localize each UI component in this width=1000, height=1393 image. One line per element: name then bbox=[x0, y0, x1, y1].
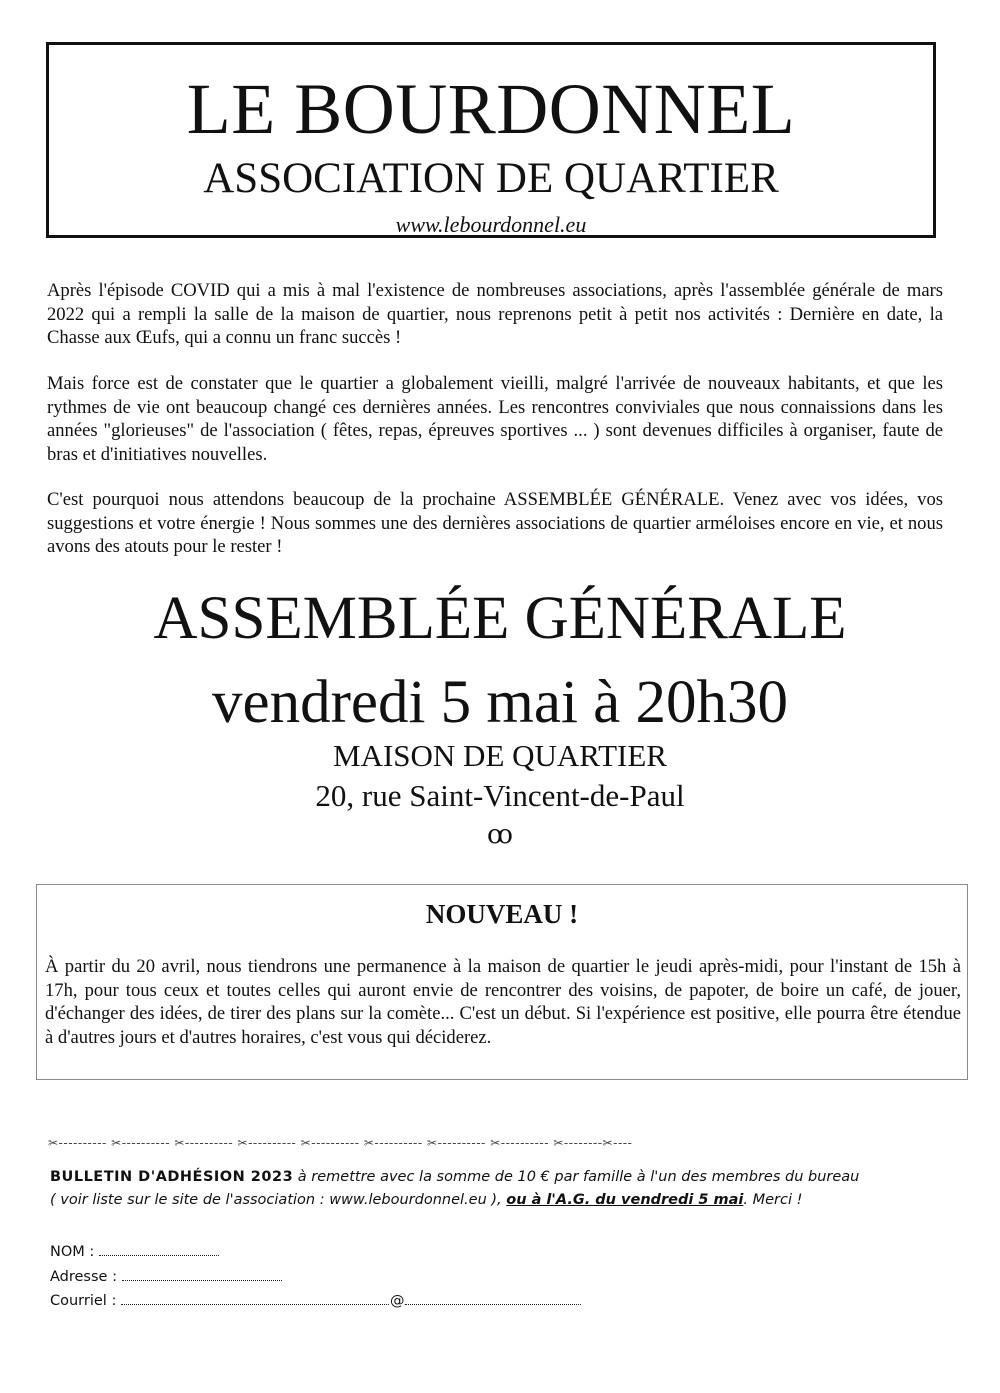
association-subtitle: ASSOCIATION DE QUARTIER bbox=[203, 155, 779, 202]
intro-paragraph-2: Mais force est de constater que le quartier a globalement vieilli, malgré l'arrivée de nouveaux habitants, et que les rythmes de vie ont beaucoup changé ces dernières années. Les rencontres conviviales que nous connaissions dans les années "glorieuses" de l'association ( fêtes, repas, épreuves sportives ... ) sont devenues difficiles à organiser, faute de bras et d'initiatives nouvelles. bbox=[47, 373, 943, 465]
coupon-site-note: ( voir liste sur le site de l'association : www.lebourdonnel.eu ), bbox=[50, 1192, 507, 1208]
coupon-thanks: . Merci ! bbox=[743, 1192, 803, 1208]
email-label: Courriel : bbox=[50, 1293, 117, 1309]
assembly-date: vendredi 5 mai à 20h30 bbox=[212, 669, 788, 736]
intro-paragraph-1: Après l'épisode COVID qui a mis à mal l'existence de nombreuses associations, après l'assemblée générale de mars 2022 qui a rempli la salle de la maison de quartier, nous reprenons petit à petit nos activités : Dernière en date, la Chasse aux Œufs, qui a connu un franc succès ! bbox=[47, 280, 943, 348]
header-box bbox=[46, 42, 936, 238]
coupon-line-1 bbox=[50, 1166, 950, 1189]
assembly-place: MAISON DE QUARTIER bbox=[333, 738, 667, 773]
email-user-field[interactable] bbox=[121, 1291, 389, 1305]
address-row bbox=[50, 1265, 581, 1290]
website-link[interactable]: www.lebourdonnel.eu bbox=[395, 212, 587, 237]
assembly-address: 20, rue Saint-Vincent-de-Paul bbox=[315, 778, 685, 813]
assembly-title: ASSEMBLÉE GÉNÉRALE bbox=[153, 585, 847, 652]
address-field[interactable] bbox=[122, 1267, 282, 1281]
bulletin-label: BULLETIN D'ADHÉSION 2023 bbox=[50, 1169, 294, 1185]
intro-paragraph-3: C'est pourquoi nous attendons beaucoup de la prochaine ASSEMBLÉE GÉNÉRALE. Venez avec vos idées, vos suggestions et votre énergie ! Nous sommes une des dernières associations de quartier arméloises encore en vie, et nous avons des atouts pour le rester ! bbox=[47, 489, 943, 557]
name-label: NOM : bbox=[50, 1244, 95, 1260]
at-sign: @ bbox=[389, 1293, 405, 1309]
news-text: À partir du 20 avril, nous tiendrons une permanence à la maison de quartier le jeudi après-midi, pour l'instant de 15h à 17h, pour tous ceux et toutes celles qui auront envie de rencontrer des voisins, de papoter, de boire un café, de jouer, d'échanger des idées, de tirer des plans sur la comète... C'est un début. Si l'expérience est positive, elle pourra être étendue à d'autres jours et d'autres horaires, c'est vous qui déciderez. bbox=[45, 956, 961, 1048]
news-box bbox=[36, 884, 968, 1080]
coupon-line-2 bbox=[50, 1189, 950, 1212]
address-label: Adresse : bbox=[50, 1268, 117, 1285]
ornament-icon: ꝏ bbox=[487, 820, 513, 849]
name-field[interactable] bbox=[99, 1242, 219, 1256]
email-domain-field[interactable] bbox=[405, 1291, 581, 1305]
coupon-ag-note: ou à l'A.G. du vendredi 5 mai bbox=[506, 1192, 744, 1208]
coupon-instructions: à remettre avec la somme de 10 € par famille à l'un des membres du bureau bbox=[293, 1169, 860, 1185]
name-row bbox=[50, 1240, 581, 1265]
association-title: LE BOURDONNEL bbox=[186, 69, 796, 149]
email-row bbox=[50, 1289, 581, 1314]
coupon-fields bbox=[50, 1240, 581, 1314]
membership-coupon bbox=[50, 1166, 950, 1212]
news-title: NOUVEAU ! bbox=[425, 899, 579, 929]
scissors-cut-line: ✂---------- ✂---------- ✂---------- ✂---------- ✂---------- ✂---------- ✂---------- ✂---------- ✂--------✂---- bbox=[48, 1136, 633, 1150]
